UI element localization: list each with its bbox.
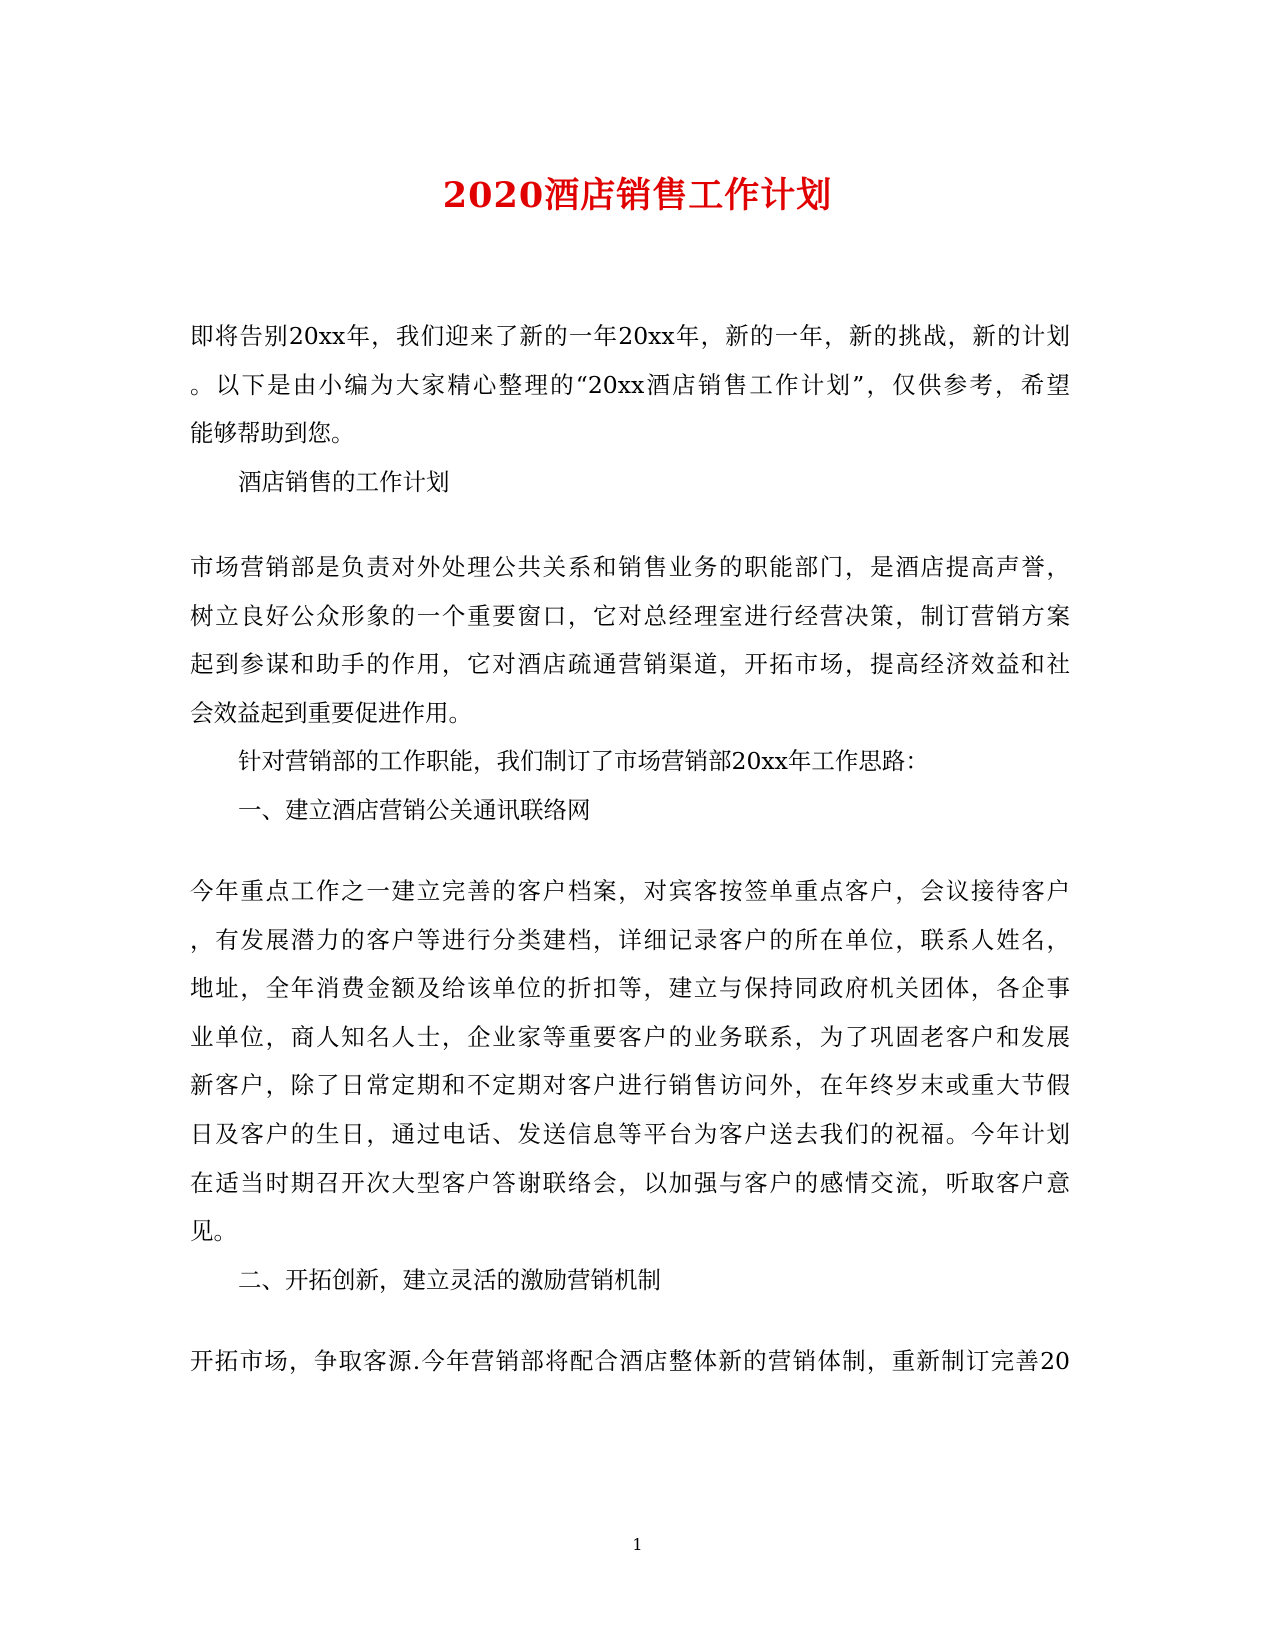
section2-line: 见。: [190, 1217, 237, 1246]
section3-paragraph: [190, 1337, 1070, 1386]
section1-paragraph: [190, 543, 1070, 835]
intro-paragraph: [190, 312, 1070, 506]
section2-line: 日及客户的生日，通过电话、发送信息等平台为客户送去我们的祝福。今年计划: [190, 1119, 1070, 1148]
section2-line: 业单位，商人知名人士，企业家等重要客户的业务联系，为了巩固老客户和发展: [190, 1022, 1070, 1051]
heading-two: 二、开拓创新，建立灵活的激励营销机制: [238, 1265, 661, 1294]
page-number: 1: [632, 1535, 643, 1554]
section2-line: 今年重点工作之一建立完善的客户档案，对宾客按签单重点客户，会议接待客户: [190, 877, 1070, 905]
section2-paragraph: [190, 867, 1070, 1304]
section1-line: 起到参谋和助手的作用，它对酒店疏通营销渠道，开拓市场，提高经济效益和社: [190, 650, 1070, 679]
section2-line: 在适当时期召开次大型客户答谢联络会，以加强与客户的感情交流，听取客户意: [190, 1168, 1070, 1197]
intro-line: 即将告别20xx年，我们迎来了新的一年20xx年，新的一年，新的挑战，新的计划: [190, 322, 1070, 350]
section2-line: ，有发展潜力的客户等进行分类建档，详细记录客户的所在单位，联系人姓名，: [190, 925, 1070, 954]
document-title: 2020酒店销售工作计划: [442, 175, 833, 216]
section-subtitle: 酒店销售的工作计划: [238, 467, 450, 496]
intro-line: 。以下是由小编为大家精心整理的“20xx酒店销售工作计划”，仅供参考，希望: [190, 370, 1070, 399]
section1-line: 市场营销部是负责对外处理公共关系和销售业务的职能部门，是酒店提高声誉，: [190, 553, 1070, 581]
intro-line: 能够帮助到您。: [190, 419, 355, 448]
section2-line: 新客户，除了日常定期和不定期对客户进行销售访问外，在年终岁末或重大节假: [190, 1071, 1070, 1100]
section1-line: 树立良好公众形象的一个重要窗口，它对总经理室进行经营决策，制订营销方案: [190, 601, 1070, 630]
section2-line: 地址，全年消费金额及给该单位的折扣等，建立与保持同政府机关团体，各企事: [190, 974, 1070, 1003]
section3-line: 开拓市场，争取客源.今年营销部将配合酒店整体新的营销体制，重新制订完善20: [190, 1347, 1070, 1375]
section1-line: 会效益起到重要促进作用。: [190, 698, 472, 727]
intro-points-line: 针对营销部的工作职能，我们制订了市场营销部20xx年工作思路：: [238, 747, 929, 776]
heading-one: 一、建立酒店营销公关通讯联络网: [238, 795, 591, 824]
